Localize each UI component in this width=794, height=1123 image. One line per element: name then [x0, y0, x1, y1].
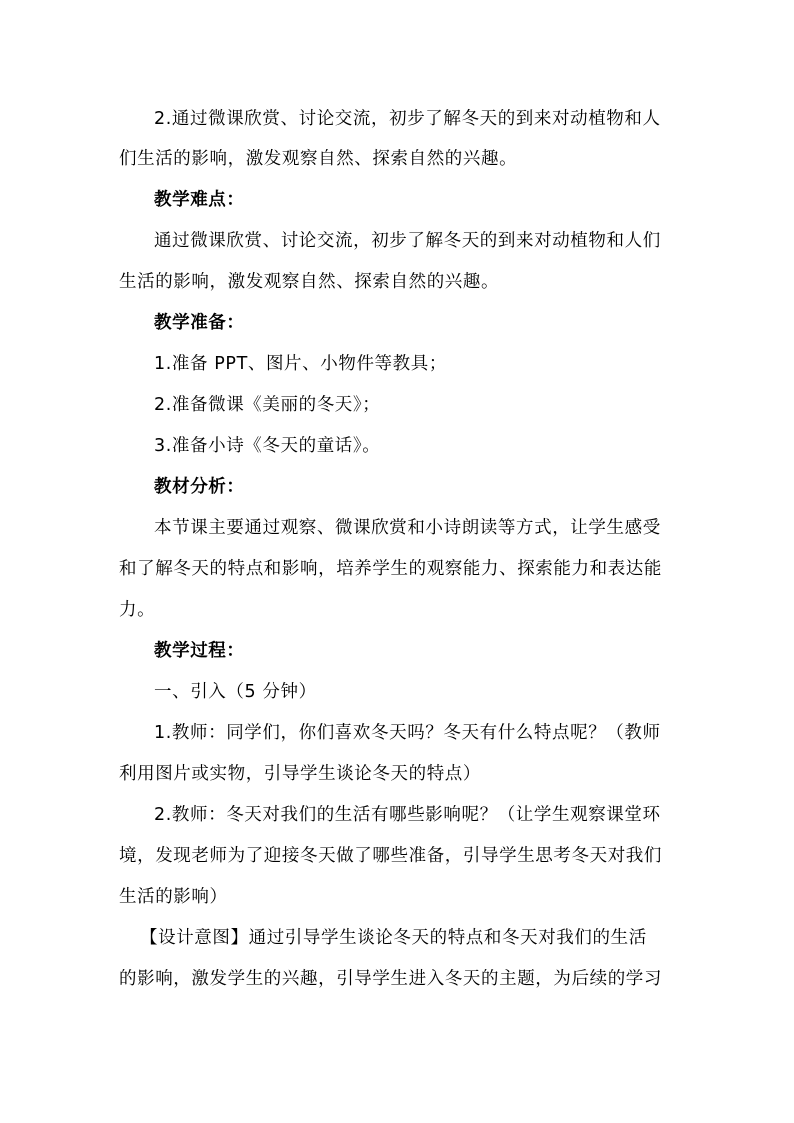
intro-step-1-line-1: 1.教师：同学们，你们喜欢冬天吗？冬天有什么特点呢？（教师 — [154, 723, 661, 743]
preparation-item-2: 2.准备微课《美丽的冬天》； — [154, 395, 381, 415]
heading-teaching-difficulty: 教学难点： — [154, 190, 245, 210]
difficulty-line-1: 通过微课欣赏、讨论交流，初步了解冬天的到来对动植物和人们 — [154, 231, 661, 251]
goal-2-line-2: 们生活的影响，激发观察自然、探索自然的兴趣。 — [119, 149, 518, 169]
intro-step-2-line-2: 境，发现老师为了迎接冬天做了哪些准备，引导学生思考冬天对我们 — [119, 846, 662, 866]
intro-step-1-line-2: 利用图片或实物，引导学生谈论冬天的特点） — [119, 764, 481, 784]
section-introduction: 一、引入（5 分钟） — [154, 682, 317, 702]
difficulty-line-2: 生活的影响，激发观察自然、探索自然的兴趣。 — [119, 272, 500, 292]
goal-2-line-1: 2.通过微课欣赏、讨论交流，初步了解冬天的到来对动植物和人 — [154, 109, 661, 129]
heading-material-analysis: 教材分析： — [154, 477, 245, 497]
design-intent-line-1: 【设计意图】通过引导学生谈论冬天的特点和冬天对我们的生活 — [140, 928, 647, 948]
analysis-line-1: 本节课主要通过观察、微课欣赏和小诗朗读等方式，让学生感受 — [154, 518, 661, 538]
preparation-item-1: 1.准备 PPT、图片、小物件等教具； — [154, 354, 447, 374]
analysis-line-2: 和了解冬天的特点和影响，培养学生的观察能力、探索能力和表达能 — [119, 559, 662, 579]
heading-teaching-preparation: 教学准备： — [154, 313, 245, 333]
intro-step-2-line-1: 2.教师：冬天对我们的生活有哪些影响呢？（让学生观察课堂环 — [154, 805, 661, 825]
intro-step-2-line-3: 生活的影响） — [119, 887, 228, 907]
design-intent-line-2: 的影响，激发学生的兴趣，引导学生进入冬天的主题，为后续的学习 — [119, 969, 662, 989]
heading-teaching-process: 教学过程： — [154, 641, 245, 661]
preparation-item-3: 3.准备小诗《冬天的童话》。 — [154, 436, 381, 456]
analysis-line-3: 力。 — [119, 600, 156, 620]
